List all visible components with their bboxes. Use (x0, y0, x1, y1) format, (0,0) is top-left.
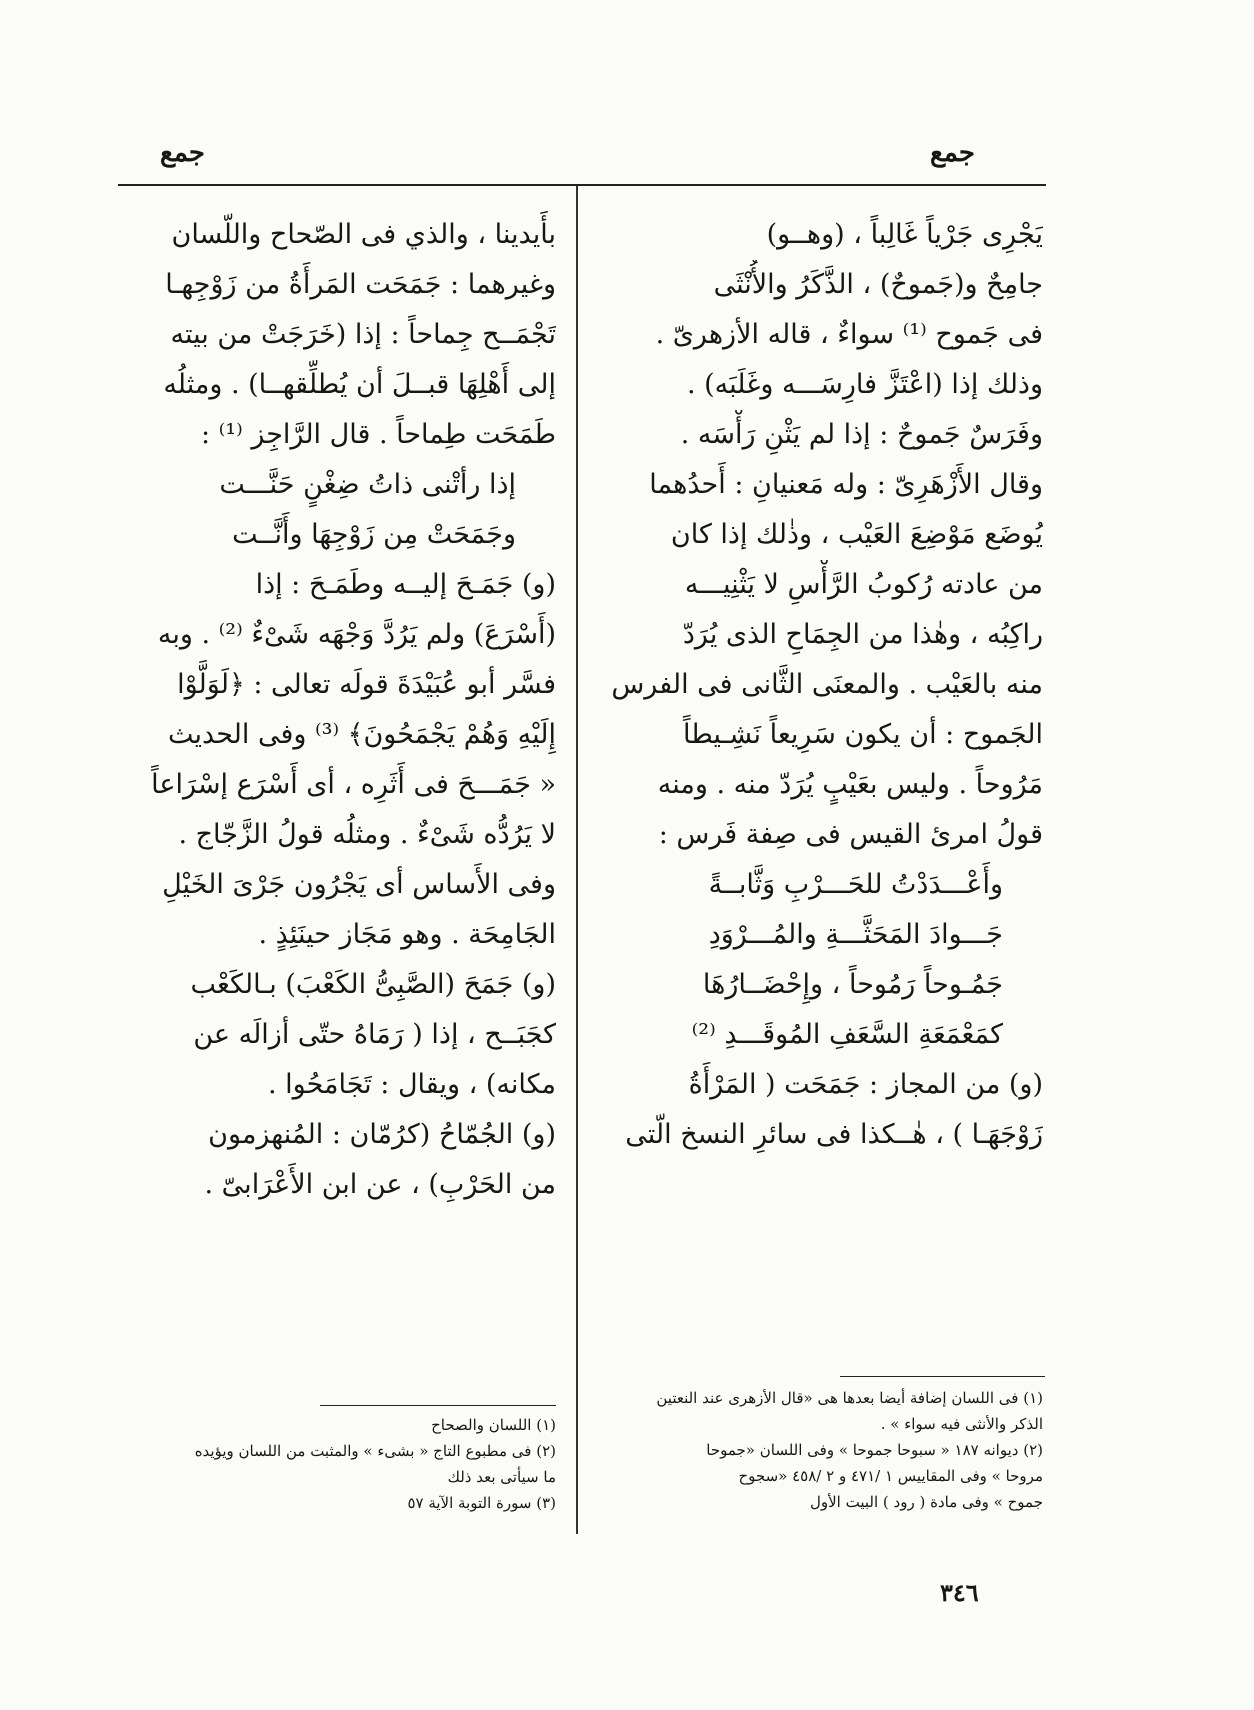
left-column (110, 210, 556, 1210)
text-line: تَجْمَــح جِماحاً : إذا (خَرَجَتْ من بيته (170, 319, 556, 350)
text-line: وقال الأَزْهَرِىّ : وله مَعنيانِ : أَحدُهما (649, 469, 1043, 500)
text-line: راكِبُه ، وهٰذا من الجِمَاحِ الذى يُرَدّ (682, 619, 1043, 650)
text-line: مَرُوحاً . وليس بعَيْبٍ يُرَدّ منه . ومنه (657, 769, 1043, 800)
text-line: إِلَيْهِ وَهُمْ يَجْمَحُونَ﴾ ⁽³⁾ وفى الحديث (168, 719, 556, 750)
footnote-line: (٣) سورة التوبة الآية ٥٧ (407, 1494, 556, 1512)
footnote-line: الذكر والأنثى فيه سواء » . (880, 1415, 1043, 1433)
left-footnotes (110, 1412, 556, 1516)
footnote-line: (١) اللسان والصحاح (431, 1416, 556, 1434)
footnote-line: مروحا » وفى المقاييس ١ /٤٧١ و ٢ /٤٥٨ «سجوح (738, 1467, 1043, 1485)
text-line: يُوضَع مَوْضِعَ العَيْب ، وذٰلك إذا كان (670, 519, 1043, 550)
right-column (598, 210, 1043, 1160)
verse-line: إذا رأتْنى ذاتُ ضِغْنٍ حَنَّـــت (219, 469, 516, 500)
running-head-right: جمع (930, 138, 975, 168)
footnote-rule (840, 1376, 1045, 1377)
verse-line: جَمُـوحاً رَمُوحاً ، وإِحْضَــارُهَا (702, 969, 1003, 1000)
text-line: يَجْرِى جَرْياً غَالِباً ، (وهــو) (766, 219, 1043, 250)
text-line: لا يَرُدُّه شَىْءٌ . ومثلُه قولُ الزَّجّاج . (178, 819, 556, 850)
verse-line: وجَمَحَتْ مِن زَوْجِهَا وأَنَّــت (232, 519, 516, 550)
text-line: (و) جَمَحَ (الصَّبِىُّ الكَعْبَ) بـالكَعْب (190, 969, 556, 1000)
footnote-rule (320, 1405, 556, 1406)
text-line: (و) جَمَـحَ إليــه وطَمَـحَ : إذا (255, 569, 556, 600)
text-line: (و) الجُمّاحُ (كرُمّان : المُنهزمون (208, 1119, 556, 1150)
text-line: قولُ امرئ القيس فى صِفة فَرس : (658, 819, 1043, 850)
text-line: (و) من المجاز : جَمَحَت ( المَرْأَةُ (688, 1069, 1043, 1100)
running-head-left: جمع (160, 138, 205, 168)
text-line: بأَيدينا ، والذي فى الصّحاح واللّسان (171, 219, 556, 250)
footnote-line: جموح » وفى مادة ( رود ) البيت الأول (809, 1493, 1043, 1511)
footnote-line: (١) فى اللسان إضافة أيضا بعدها هى «قال الأزهرى عند النعتين (656, 1389, 1043, 1407)
text-line: مكانه) ، ويقال : تَجَامَحُوا . (268, 1069, 556, 1100)
text-line: جامِحٌ و(جَموحٌ) ، الذَّكَرُ والأُنْثَى (713, 269, 1043, 300)
footnote-line: (٢) فى مطبوع التاج « بشىء » والمثبت من اللسان ويؤيده (194, 1442, 556, 1460)
text-line: وفَرَسٌ جَموحٌ : إذا لم يَثْنِ رَأْسَه . (680, 419, 1043, 450)
text-line: من عادته رُكوبُ الرَّأْسِ لا يَثْنِيـــه (684, 569, 1043, 600)
text-line: طَمَحَت طِماحاً . قال الرَّاجِز ⁽¹⁾ : (200, 419, 556, 450)
footnote-line: (٢) ديوانه ١٨٧ « سبوحا جموحا » وفى اللسان «جموحا (706, 1441, 1043, 1459)
text-line: فى جَموح ⁽¹⁾ سواءٌ ، قاله الأزهرىّ . (655, 319, 1043, 350)
column-divider (576, 186, 578, 1534)
text-line: إلى أَهْلِهَا قبــلَ أن يُطلِّقهــا) . ومثلُه (163, 369, 556, 400)
text-line: من الحَرْبِ) ، عن ابن الأَعْرَابىّ . (204, 1169, 556, 1200)
text-line: وفى الأَساس أى يَجْرُون جَرْىَ الخَيْلِ (162, 869, 556, 900)
verse-line: وأَعْـــدَدْتُ للحَـــرْبِ وَثَّابــةً (708, 869, 1003, 900)
text-line: (أَسْرَعَ) ولم يَرُدَّ وَجْهَه شَىْءٌ ⁽²⁾ . وبه (157, 619, 556, 650)
text-line: منه بالعَيْب . والمعنَى الثَّانى فى الفرس (611, 669, 1043, 700)
verse-line: جَـــوادَ المَحَثَّـــةِ والمُـــرْوَدِ (708, 919, 1003, 950)
verse-line: كمَعْمَعَةِ السَّعَفِ المُوقَـــدِ ⁽²⁾ (691, 1019, 1003, 1050)
footnote-line: ما سيأتى بعد ذلك (447, 1468, 556, 1486)
page-number: ٣٤٦ (940, 1578, 979, 1607)
text-line: وذلك إذا (اعْتَزَّ فارِسَـــه وغَلَبَه) . (686, 369, 1043, 400)
right-footnotes (598, 1385, 1043, 1515)
text-line: « جَمَـــحَ فى أَثَرِه ، أى أَسْرَع إسْرَاعاً (151, 769, 556, 800)
text-line: الجَامِحَة . وهو مَجَاز حينَئِذٍ . (258, 919, 556, 950)
header-rule (118, 184, 1046, 186)
text-line: فسَّر أبو عُبَيْدَةَ قولَه تعالى : ﴿لَوَلَّوْا (177, 669, 556, 700)
text-line: وغيرهما : جَمَحَت المَرأَةُ من زَوْجِهـا (165, 269, 556, 300)
text-line: زَوْجَهَـا ) ، هٰــكذا فى سائرِ النسخ الّتى (625, 1119, 1043, 1150)
text-line: كجَبَــح ، إذا ( رَمَاهُ حتّى أزالَه عن (193, 1019, 556, 1050)
text-line: الجَموح : أن يكون سَرِيعاً نَشِـيطاً (682, 719, 1043, 750)
